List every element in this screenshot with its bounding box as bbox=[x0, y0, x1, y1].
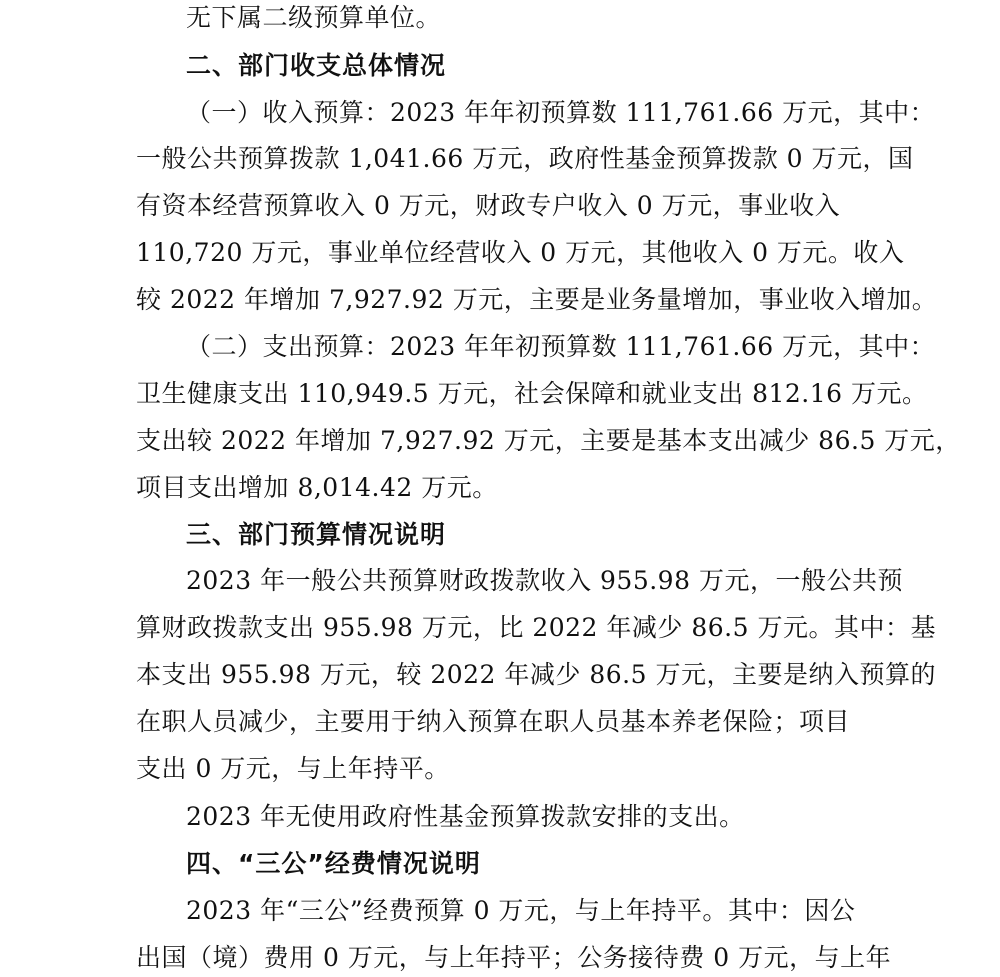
paragraph-line: 支出较 2022 年增加 7,927.92 万元，主要是基本支出减少 86.5 万元， bbox=[136, 426, 961, 455]
section-heading-3: 三、部门预算情况说明 bbox=[186, 520, 447, 549]
paragraph-line: 110,720 万元，事业单位经营收入 0 万元，其他收入 0 万元。收入 bbox=[136, 238, 905, 267]
paragraph-line: 算财政拨款支出 955.98 万元，比 2022 年减少 86.5 万元。其中：基 bbox=[136, 613, 936, 642]
paragraph-line: 本支出 955.98 万元，较 2022 年减少 86.5 万元，主要是纳入预算的 bbox=[136, 660, 936, 689]
paragraph-line: （二）支出预算：2023 年年初预算数 111,761.66 万元，其中： bbox=[186, 332, 936, 361]
paragraph-line: （一）收入预算：2023 年年初预算数 111,761.66 万元，其中： bbox=[186, 98, 936, 127]
paragraph-line: 2023 年一般公共预算财政拨款收入 955.98 万元，一般公共预 bbox=[186, 566, 903, 595]
paragraph-line: 出国（境）费用 0 万元，与上年持平；公务接待费 0 万元，与上年 bbox=[136, 943, 892, 972]
paragraph-line: 一般公共预算拨款 1,041.66 万元，政府性基金预算拨款 0 万元，国 bbox=[136, 144, 914, 173]
paragraph-line: 项目支出增加 8,014.42 万元。 bbox=[136, 473, 498, 502]
section-heading-4: 四、“三公”经费情况说明 bbox=[186, 849, 481, 878]
paragraph-line: 2023 年“三公”经费预算 0 万元，与上年持平。其中：因公 bbox=[186, 896, 856, 925]
paragraph-line: 无下属二级预算单位。 bbox=[186, 3, 442, 32]
paragraph-line: 在职人员减少，主要用于纳入预算在职人员基本养老保险；项目 bbox=[136, 707, 851, 736]
section-heading-2: 二、部门收支总体情况 bbox=[186, 51, 447, 80]
paragraph-line: 卫生健康支出 110,949.5 万元，社会保障和就业支出 812.16 万元。 bbox=[136, 379, 928, 408]
paragraph-line: 较 2022 年增加 7,927.92 万元，主要是业务量增加，事业收入增加。 bbox=[136, 285, 938, 314]
paragraph-line: 支出 0 万元，与上年持平。 bbox=[136, 754, 450, 783]
paragraph-line: 2023 年无使用政府性基金预算拨款安排的支出。 bbox=[186, 802, 745, 831]
paragraph-line: 有资本经营预算收入 0 万元，财政专户收入 0 万元，事业收入 bbox=[136, 191, 841, 220]
